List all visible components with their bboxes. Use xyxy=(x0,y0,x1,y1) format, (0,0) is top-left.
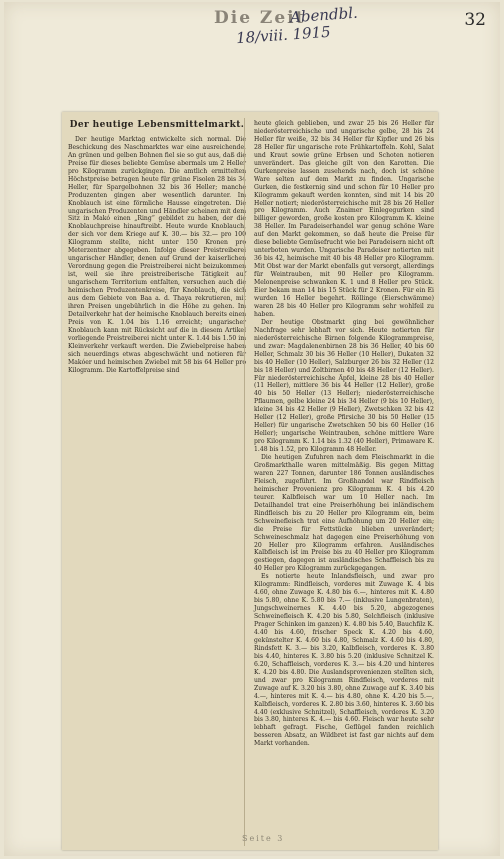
column-divider xyxy=(244,118,245,846)
newspaper-name-stamp: Die Zeit xyxy=(214,8,306,28)
handwritten-date-note: 18/viii. 1915 xyxy=(235,22,332,48)
archive-sheet xyxy=(4,2,500,856)
article-column-left xyxy=(62,112,250,850)
article-column-right xyxy=(248,112,438,850)
handwritten-edition-note: Abendbl. xyxy=(289,3,359,27)
article-paragraph: Der heutige Obstmarkt ging bei gewöhnlicher Nachfrage sehr lebhaft vor sich. Heute notierten für niederösterreichische Birnen folgende Kilogrammpreise, und zwar: Magdalenenbirnen 28 bis 36 Heller, 40 bis 60 Heller, Schmalz 30 bis 36 Heller (10 Heller), Dukaten 32 bis 40 Heller (10 Heller), Salzburger 26 bis 32 Heller (12 bis 18 Heller) und Zoltbirnen 40 bis 48 Heller (12 Heller). Für niederösterreichische Äpfel, kleine 28 bis 40 Heller (11 Heller), mittlere 36 bis 44 Heller (12 Heller), große 40 bis 50 Heller (13 Heller); niederösterreichische Pflaumen, gelbe kleine 24 bis 34 Heller (9 bis 10 Heller), kleine 34 bis 42 Heller (9 Heller), Zwetschken 32 bis 42 Heller (12 Heller), große Pfirsiche 30 bis 50 Heller (15 Heller) für ungarische Zwetschken 50 bis 60 Heller (16 Heller); ungarische Weintrauben, schöne mittlere Ware pro Kilogramm K. 1.14 bis 1.32 (40 Heller), Primaware K. 1.48 bis 1.52, pro Kilogramm 48 Heller. xyxy=(254,318,434,454)
article-paragraph: Die heutigen Zufuhren nach dem Fleischmarkt in die Großmarkthalle waren mittelmäßig. Bis gegen Mittag waren 227 Tonnen, darunter 186 Tonnen ausländisches Fleisch, zugeführt. Im Großhandel war Rindfleisch heimischer Provenienz pro Kilogramm K. 4 bis 4.20 teurer. Kalbfleisch war um 10 Heller nach. Im Detailhandel trat eine Preiserhöhung bei inländischem Rindfleisch bis zu 20 Heller pro Kilogramm ein, beim Schweinefleisch trat eine Aufhöhung um 20 Heller ein; die Preise für Fettstücke blieben unverändert; Schweineschmalz hat dagegen eine Preiserhöhung von 20 Heller pro Kilogramm erfahren. Ausländisches Kalbfleisch ist im Preise bis zu 40 Heller pro Kilogramm gestiegen, dagegen ist ausländisches Schaffleisch bis zu 40 Heller pro Kilogramm zurückgegangen. xyxy=(254,454,434,573)
page-number: 32 xyxy=(464,10,486,30)
article-headline: Der heutige Lebensmittelmarkt. xyxy=(69,120,245,130)
newspaper-clipping xyxy=(62,112,438,850)
article-paragraph: heute gleich geblieben, und zwar 25 bis 26 Heller für niederösterreichische und ungarische gelbe, 28 bis 24 Heller für weiße, 32 bis 34 Heller für Kipfler und 26 bis 28 Heller für ungarische rote Frühkartoffeln. Kohl, Salat und Kraut sowie grüne Erbsen und Schoten notieren unverändert. Das gleiche gilt von den Karotten. Die Gurkenpreise lassen zusehends nach, doch ist schöne Ware selten auf dem Markt zu finden. Ungarische Gurken, die festkernig sind und schon für 10 Heller pro Kilogramm gekauft werden konnten, sind mit 14 bis 20 Heller notiert; niederösterreichische mit 28 bis 26 Heller pro Kilogramm. Auch Znaimer Einlegegurken sind billiger geworden, große kosten pro Kilogramm K. kleine 38 Heller. Im Paradeiserhandel war genug schöne Ware auf den Markt gekommen, so daß heute die Preise für diese beliebte Gemüsefrucht wie bei Paradeisern nicht oft unterboten wurden. Ungarische Paradeiser notierten mit 36 bis 42, heimische mit 40 bis 48 Heller pro Kilogramm. Mit Obst war der Markt ebenfalls gut versorgt, allerdings für Weintrauben, mit 90 Heller pro Kilogramm. Melonenpreise schwanken K. 1 und 8 Heller pro Stück. Eier bekam man 14 bis 15 Stück für 2 Kronen. Für ein Ei wurden 16 Heller begehrt. Röllinge (Eierschwämme) waren 28 bis 40 Heller pro Kilogramm sehr wohlfeil zu haben. xyxy=(254,120,434,318)
article-paragraph: Der heutige Marktag entwickelte sich normal. Die Beschickung des Naschmarktes war eine ausreichende. An grünen und gelben Bohnen fiel sie so gut aus, daß die Preise für dieses beliebte Gemüse abermals um 2 Heller pro Kilogramm zurückgingen. Die amtlich ermittelten Höchstpreise betragen heute für grüne Fisolen 28 bis 34 Heller, für Spargelbohnen 32 bis 36 Heller; manche Produzenten gingen aber wesentlich darunter. Im Knoblauch ist eine förmliche Hausse eingetreten. Die ungarischen Produzenten und Händler scheinen mit dem Sitz in Makó einen „Ring“ gebildet zu haben, der die Knoblauchpreise hinauftreibt. Heute wurde Knoblauch, der sich vor dem Kriege auf K. 30.— bis 32.— pro 100 Kilogramm stellte, nicht unter 150 Kronen pro Meterzentner abgegeben. Infolge dieser Preistreiberei ungarischer Händler, denen auf Grund der kaiserlichen Verordnung gegen die Preistreiberei nicht beizukommen ist, weil sie ihre preistreiberische Tätigkeit auf ungarischem Territorium entfalten, versuchen auch die heimischen Produzentenkreise, für Knoblauch, die sich aus dem Gebiete von Baa a. d. Thaya rekrutieren, mit ihren Preisen ungebührlich in die Höhe zu gehen. Im Detailverkehr hat der heimische Knoblauch bereits einen Preis von K. 1.04 bis 1.16 erreicht; ungarischer Knoblauch kann mit Rücksicht auf die in diesem Artikel vorliegende Preistreiberei nicht unter K. 1.44 bis 1.50 im Kleinverkehr verkauft werden. Die Zwiebelpreise haben sich neuerdings etwas abgeschwächt und notieren für Makóer und heimischen Zwiebel mit 58 bis 64 Heller pro Kilogramm. Die Kartoffelpreise sind xyxy=(68,135,246,374)
article-paragraph: Es notierte heute Inlandsfleisch, und zwar pro Kilogramm: Rindfleisch, vorderes mit Zuwage K. 4 bis 4.60, ohne Zuwage K. 4.80 bis 6.—, hinteres mit K. 4.80 bis 5.80, ohne K. 5.80 bis 7.— (inklusive Lungenbraten), Jungschweinernes K. 4.40 bis 5.20, abgezogenes Schweinefleisch K. 4.20 bis 5.80, Selchfleisch (inklusive Prager Schinken im ganzen) K. 4.80 bis 5.40, Bauchfilz K. 4.40 bis 4.60, frischer Speck K. 4.20 bis 4.60, gekünstelter K. 4.60 bis 4.80, Schmalz K. 4.60 bis 4.80, Rindsfett K. 3.— bis 3.20, Kalbfleisch, vorderes K. 3.80 bis 4.40, hinteres K. 3.80 bis 5.20 (inklusive Schnitzel K. 6.20, Schaffleisch, vorderes K. 3.— bis 4.20 und hinteres K. 4.20 bis 4.80. Die Auslandsprovenienzen stellten sich, und zwar pro Kilogramm Rindfleisch, vorderes mit Zuwage auf K. 3.20 bis 3.80, ohne Zuwage auf K. 3.40 bis 4.—, hinteres mit K. 4.— bis 4.80, ohne K. 4.20 bis 5.—, Kalbfleisch, vorderes K. 2.80 bis 3.60, hinteres K. 3.60 bis 4.40 (exklusive Schnitzel), Schaffleisch, vorderes K. 3.20 bis 3.80, hinteres K. 4.— bis 4.60. Fleisch war heute sehr lebhaft gefragt. Fische, Geflügel fanden reichlich besseren Absatz, an Wildbret ist fast gar nichts auf dem Markt vorhanden. xyxy=(254,573,434,748)
clipping-footer-text: Seite 3 xyxy=(242,834,285,843)
